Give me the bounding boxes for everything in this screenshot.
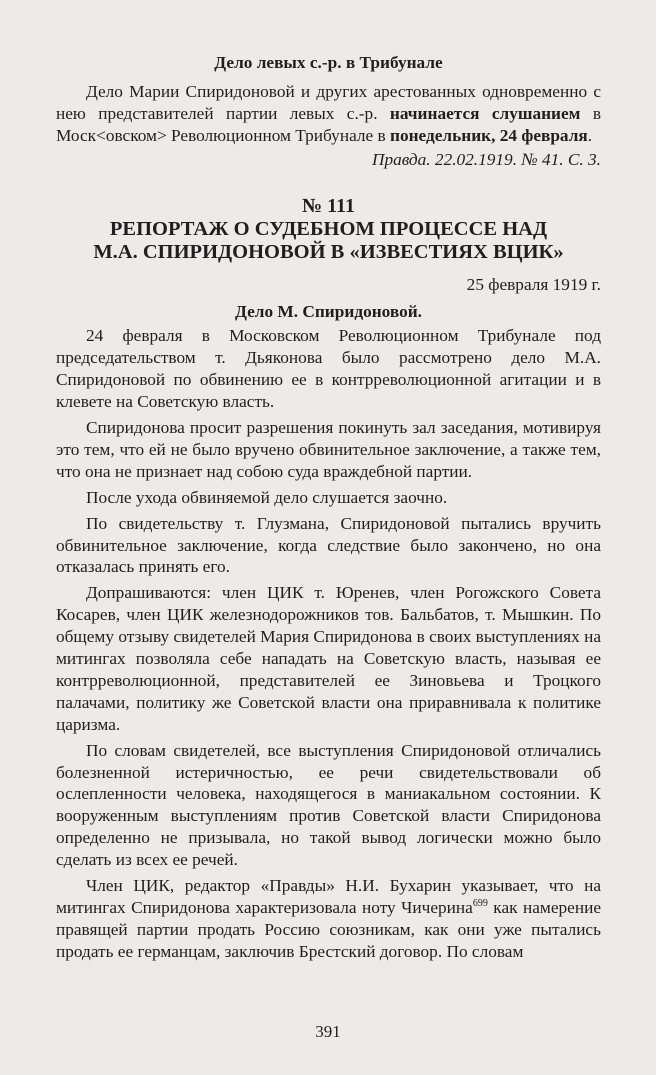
footnote-ref: 699 [472,898,488,910]
paragraph: 24 февраля в Московском Революционном Трибунале под председательством т. Дьяконова было рассмотрено дело М.А. Спиридоновой по обвинению ее в контрреволюционной агитации и в клевете на Советскую власть. [56,326,601,412]
paragraph: По словам свидетелей, все выступления Спиридоновой отличались болезненной истеричностью, ее речи свидетельствовали об ослепленности человека, находящегося в маниакальном состоянии. К вооруженным выступлениям против Советской власти Спиридонова определенно не призывала, но такой вывод логически можно было сделать из всех ее речей. [56,740,601,870]
document-date: 25 февраля 1919 г. [466,274,601,294]
document-number: № 111 [302,194,355,217]
paragraph-last: Член ЦИК, редактор «Правды» Н.И. Бухарин указывает, что на митингах Спиридонова характеризовала ноту Чичерина$^{699}$ как намерение правящей партии продать Россию союзникам, как они уже пытались продать ее германцам, заключив Брестский договор. По словам [56,876,602,961]
paragraph: По свидетельству т. Глузмана, Спиридоновой пытались вручить обвинительное заключение, когда следствие было закончено, но она отказалась принять его. [56,513,601,577]
paragraph: Допрашиваются: член ЦИК т. Юренев, член Рогожского Совета Косарев, член ЦИК железнодорожников тов. Бальбатов, т. Мышкин. По общему отзыву свидетелей Мария Спиридонова в своих выступлениях на митингах позволяла себе нападать на Советскую власть, называя ее контрреволюционной, представителей ее Зиновьева и Троцкого палачами, политику же Советской власти она приравнивала к политике царизма. [56,583,601,734]
page-text [56,52,601,967]
paragraph: После ухода обвиняемой дело слушается заочно. [86,487,448,507]
paragraph: Спиридонова просит разрешения покинуть зал заседания, мотивируя это тем, что ей не было вручено обвинительное заключение, а также тем, что она не признает над собою суда враждебной партии. [56,417,601,481]
section-paragraph: Дело Марии Спиридоновой и других арестованных одновременно с нею представителей партии левых с.-р. начинается слушанием в Моск<овском> Революционном Трибунале в понедельник, 24 февраля. [56,81,601,145]
section-title: Дело левых с.-р. в Трибунале [214,53,443,72]
page-number: 391 [315,1022,341,1041]
document-title: РЕПОРТАЖ О СУДЕБНОМ ПРОЦЕССЕ НАД М.А. СПИРИДОНОВОЙ В «ИЗВЕСТИЯХ ВЦИК» [93,217,564,263]
source-citation: Правда. 22.02.1919. № 41. С. 3. [371,149,601,169]
article-heading: Дело М. Спиридоновой. [234,302,423,322]
